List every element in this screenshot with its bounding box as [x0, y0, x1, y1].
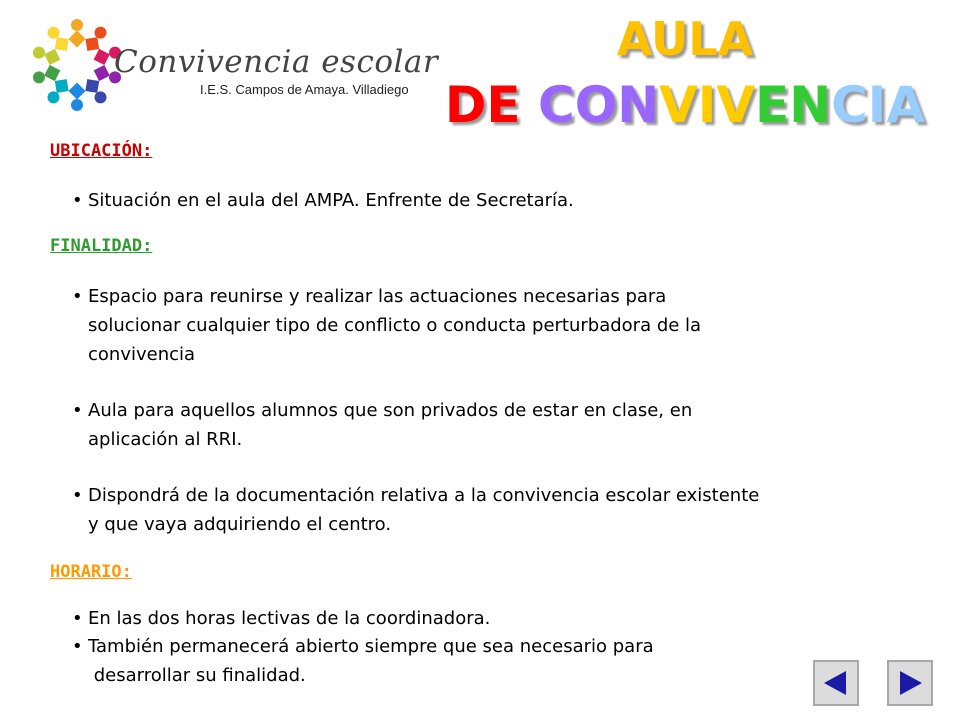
logo-figure-body	[94, 49, 110, 65]
heading-ubicacion: UBICACIÓN:	[50, 141, 153, 161]
heading-finalidad: FINALIDAD:	[50, 236, 153, 256]
logo-figure-head	[47, 91, 59, 103]
logo-figure-head	[95, 27, 107, 39]
title-part-de: DE	[444, 76, 538, 134]
list-item	[72, 604, 932, 633]
next-slide-button[interactable]	[887, 660, 933, 706]
previous-slide-button[interactable]	[813, 660, 859, 706]
title-part-viv: VIV	[659, 76, 756, 134]
title-part-cia: CIA	[831, 76, 926, 134]
bullet-dot: •	[72, 400, 83, 421]
bullet-text-cont: y que vaya adquiriendo el centro.	[88, 514, 392, 535]
bullet-text-cont: solucionar cualquier tipo de conflicto o conducta perturbadora de la	[88, 315, 702, 336]
logo-figure-body	[85, 79, 99, 93]
logo-figure-body	[94, 65, 110, 81]
list-item	[72, 186, 932, 215]
logo-figure-body	[55, 37, 69, 51]
logo-subtitle: I.E.S. Campos de Amaya. Villadiego	[200, 82, 409, 97]
triangle-right-icon	[896, 669, 924, 697]
logo-figure-head	[71, 99, 83, 111]
logo-figure-body	[55, 79, 69, 93]
list-item	[72, 632, 932, 690]
triangle-left-icon	[822, 669, 850, 697]
logo-title: Convivencia escolar	[114, 44, 439, 80]
logo-figure-head	[33, 71, 45, 83]
bullet-text: En las dos horas lectivas de la coordinadora.	[88, 608, 491, 629]
bullet-text: Espacio para reunirse y realizar las actuaciones necesarias para	[88, 286, 667, 307]
list-item	[72, 396, 932, 454]
logo-figure-head	[47, 27, 59, 39]
logo	[22, 10, 439, 120]
logo-figure-body	[69, 83, 86, 100]
bullet-text-cont: desarrollar su finalidad.	[88, 665, 306, 686]
title-part-con: CON	[538, 76, 660, 134]
bullet-dot: •	[72, 608, 83, 629]
logo-figure-head	[95, 91, 107, 103]
bullet-dot: •	[72, 636, 83, 657]
logo-figure-head	[71, 19, 83, 31]
bullet-dot: •	[72, 485, 83, 506]
title-line-2	[430, 76, 940, 134]
bullet-text: También permanecerá abierto siempre que sea necesario para	[88, 636, 654, 657]
bullet-text: Aula para aquellos alumnos que son privados de estar en clase, en	[88, 400, 693, 421]
bullet-dot: •	[72, 286, 83, 307]
list-item	[72, 282, 932, 369]
bullet-text: Situación en el aula del AMPA. Enfrente de Secretaría.	[88, 190, 574, 211]
bullet-text: Dispondrá de la documentación relativa a la convivencia escolar existente	[88, 485, 760, 506]
bullet-text-cont: aplicación al RRI.	[88, 429, 243, 450]
title-line-1: AULA	[616, 12, 754, 66]
logo-figure-body	[69, 31, 86, 48]
logo-figure-head	[33, 47, 45, 59]
bullet-text-cont: convivencia	[88, 344, 196, 365]
logo-figure-body	[85, 37, 99, 51]
bullet-dot: •	[72, 190, 83, 211]
logo-figure-body	[44, 49, 60, 65]
page-title	[430, 12, 940, 134]
list-item	[72, 481, 932, 539]
logo-figure-body	[44, 65, 60, 81]
heading-horario: HORARIO:	[50, 562, 132, 582]
title-part-en: EN	[755, 76, 832, 134]
